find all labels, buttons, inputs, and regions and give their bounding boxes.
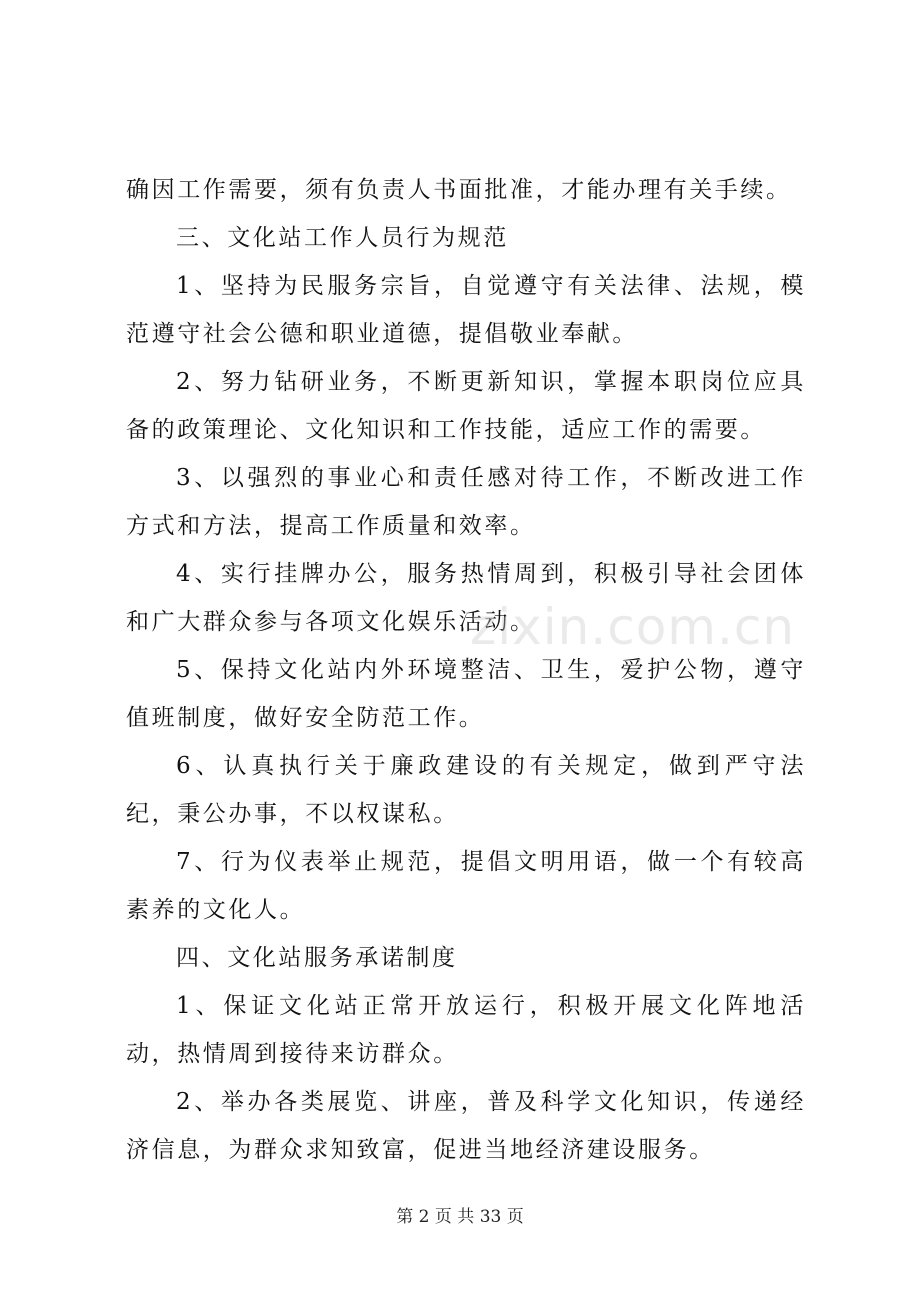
document-body: [126, 166, 806, 1174]
paragraph-item: 4、实行挂牌办公，服务热情周到，积极引导社会团体和广大群众参与各项文化娱乐活动。: [126, 561, 806, 635]
page-number-footer: 第 2 页 共 33 页: [396, 1207, 524, 1227]
paragraph-continuation: 确因工作需要，须有负责人书面批准，才能办理有关手续。: [126, 177, 792, 203]
watermark: zixin.com.cn: [470, 598, 796, 656]
section-heading-3: 三、文化站工作人员行为规范: [176, 225, 509, 251]
paragraph-item: 1、坚持为民服务宗旨，自觉遵守有关法律、法规，模范遵守社会公德和职业道德，提倡敬业奉献。: [126, 273, 806, 347]
paragraph-item: 1、保证文化站正常开放运行，积极开展文化阵地活动，热情周到接待来访群众。: [126, 993, 806, 1067]
paragraph-item: 6、认真执行关于廉政建设的有关规定，做到严守法纪，秉公办事，不以权谋私。: [126, 753, 806, 827]
paragraph-item: 3、以强烈的事业心和责任感对待工作，不断改进工作方式和方法，提高工作质量和效率。: [126, 465, 806, 539]
paragraph-item: 7、行为仪表举止规范，提倡文明用语，做一个有较高素养的文化人。: [126, 849, 806, 923]
paragraph-item: 5、保持文化站内外环境整洁、卫生，爱护公物，遵守值班制度，做好安全防范工作。: [126, 657, 806, 731]
section-heading-4: 四、文化站服务承诺制度: [176, 945, 458, 971]
paragraph-item: 2、努力钻研业务，不断更新知识，掌握本职岗位应具备的政策理论、文化知识和工作技能，适应工作的需要。: [126, 369, 806, 443]
paragraph-item: 2、举办各类展览、讲座，普及科学文化知识，传递经济信息，为群众求知致富，促进当地经济建设服务。: [126, 1089, 806, 1163]
